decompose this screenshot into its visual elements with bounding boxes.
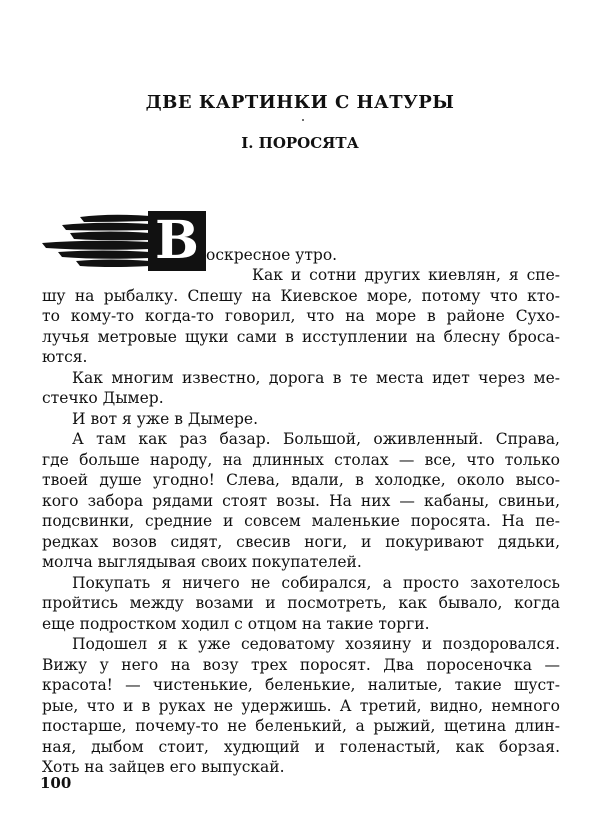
text-line: постарше, почему-то не беленький, а рыжий, щетина длин-	[42, 717, 560, 735]
section-title: I. ПОРОСЯТА	[241, 134, 359, 152]
text-line: стечко Дымер.	[42, 389, 164, 407]
body-text	[42, 265, 560, 778]
brush-strokes-icon	[40, 211, 152, 273]
text-line: Как и сотни других киевлян, я спе-	[252, 266, 560, 284]
text-line: еще подростком ходил с отцом на такие торги.	[42, 614, 430, 633]
text-line: рые, что и в руках не удержишь. А третий, видно, немного	[42, 696, 560, 715]
text-line: подсвинки, средние и совсем маленькие поросята. На пе-	[42, 512, 560, 530]
text-line: красота! — чистенькие, беленькие, налитые, такие шуст-	[42, 676, 560, 694]
text-line: Как многим известно, дорога в те места идет через ме-	[72, 368, 560, 387]
text-line: И вот я уже в Дымере.	[72, 409, 259, 428]
ink-speck	[302, 119, 304, 121]
text-line: редках возов сидят, свесив ноги, и покуривают дядьки,	[42, 532, 560, 551]
text-line: Хоть на зайцев его выпускай.	[42, 758, 285, 776]
text-line: лучья метровые щуки сами в исступлении на блесну броса-	[42, 327, 560, 346]
first-line-text: оскресное утро.	[206, 246, 338, 264]
text-line: Подошел я к уже седоватому хозяину и поздоровался.	[72, 635, 560, 653]
text-line: Покупать я ничего не собирался, а просто захотелось	[72, 573, 560, 592]
dropcap-ornament	[40, 211, 210, 273]
dropcap-box	[148, 211, 206, 271]
text-line: ная, дыбом стоит, худющий и голенастый, как борзая.	[42, 737, 560, 756]
page-number: 100	[40, 774, 72, 792]
text-line: где больше народу, на длинных столах — все, что только	[42, 450, 560, 469]
text-line: кого забора рядами стоят возы. На них — кабаны, свиньи,	[42, 491, 560, 510]
text-line: А там как раз базар. Большой, оживленный. Справа,	[72, 430, 560, 448]
text-line: молча выглядывая своих покупателей.	[42, 553, 362, 571]
text-line: твоей душе угодно! Слева, вдали, в холодке, около высо-	[42, 471, 560, 489]
text-line: пройтись между возами и посмотреть, как бывало, когда	[42, 594, 560, 612]
text-line: шу на рыбалку. Спешу на Киевское море, потому что кто-	[42, 286, 560, 305]
dropcap-letter: В	[155, 210, 199, 271]
text-line: Вижу у него на возу трех поросят. Два поросеночка —	[42, 655, 560, 674]
chapter-title: ДВЕ КАРТИНКИ С НАТУРЫ	[145, 92, 455, 113]
text-line: ются.	[42, 348, 88, 366]
text-line: то кому-то когда-то говорил, что на море в районе Сухо-	[42, 307, 560, 325]
